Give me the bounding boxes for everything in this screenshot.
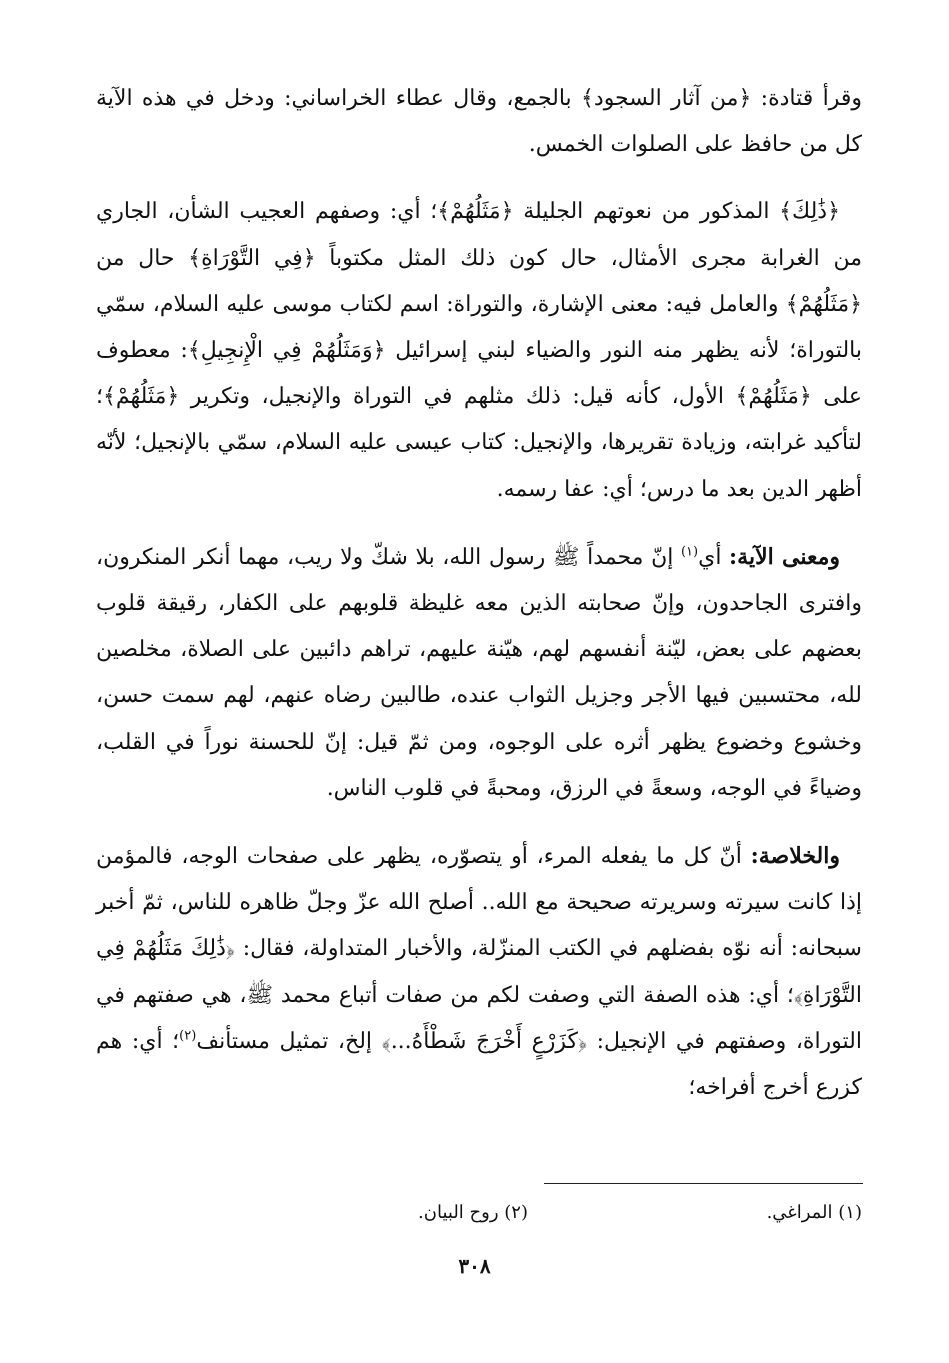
footnote-separator xyxy=(544,1183,863,1184)
main-text xyxy=(96,76,862,1132)
footnote-1-number: (١) xyxy=(838,1202,862,1223)
paragraph-2 xyxy=(96,189,862,512)
paragraph-1-text: وقرأ قتادة: ﴿من آثار السجود﴾ بالجمع، وقال عطاء الخراساني: ودخل في هذه الآية كل من حافظ على الصلوات الخمس. xyxy=(96,86,862,158)
paragraph-4 xyxy=(96,833,862,1111)
footnote-ref-1: (١) xyxy=(680,544,699,560)
footnote-2 xyxy=(418,1198,528,1228)
footnote-2-number: (٢) xyxy=(504,1202,528,1223)
paragraph-3-text: إنّ محمداً ﷺ رسول الله، بلا شكّ ولا ريب، مهما أنكر المنكرون، وافترى الجاحدون، وإنّ صحابته الذين معه غليظة قلوبهم على الكفار، رقيقة قلوب بعضهم على بعض، ليّنة أنفسهم لهم، هيّنة عليهم، تراهم دائبين على الصلاة، مخلصين لله، محتسبين فيها الأجر وجزيل الثواب عنده، طالبين رضاه عنهم، لهم سمت حسن، وخشوع وخضوع يظهر أثره على الوجوه، ومن ثمّ قيل: إنّ للحسنة نوراً في القلب، وضياءً في الوجه، وسعةً في الرزق، ومحبةً في قلوب الناس. xyxy=(96,544,862,801)
footnote-1 xyxy=(767,1198,862,1228)
paragraph-4-text: ؛ أي: هم كزرع أخرج أفراخه؛ xyxy=(96,1028,862,1101)
footnote-ref-2: (٢) xyxy=(179,1028,197,1044)
page-number: ٣٠٨ xyxy=(458,1254,491,1278)
paragraph-3 xyxy=(96,534,862,812)
paragraph-3-heading: ومعنى الآية: xyxy=(729,543,841,570)
paragraph-3-text-start: أي xyxy=(698,544,730,570)
paragraph-4-heading: والخلاصة: xyxy=(750,843,840,870)
footnote-2-text: روح البيان. xyxy=(418,1202,499,1223)
paragraph-1 xyxy=(96,76,862,168)
paragraph-4-text-start: أنّ كل ما يفعله المرء، أو يتصوّره، يظهر على صفحات الوجه، فالمؤمن إذا كانت سيرته وسريرته صحيحة مع الله.. أصلح الله عزّ وجلّ ظاهره للناس، ثمّ أخبر سبحانه: أنه نوّه بفضلهم في الكتب المنزّلة، والأخبار المتداولة، فقال: ﴿ذَٰلِكَ مَثَلُهُمْ فِي التَّوْرَاةِ﴾؛ أي: هذه الصفة التي وصفت لكم من صفات أتباع محمد ﷺ، هي صفتهم في التوراة، وصفتهم في الإنجيل: ﴿كَزَرْعٍ أَخْرَجَ شَطْأَهُ...﴾ إلخ، تمثيل مستأنف xyxy=(96,844,862,1054)
footnote-1-text: المراغي. xyxy=(766,1202,833,1223)
paragraph-2-text: ﴿ذَٰلِكَ﴾ المذكور من نعوتهم الجليلة ﴿مَثَلُهُمْ﴾؛ أي: وصفهم العجيب الشأن، الجاري من الغرابة مجرى الأمثال، حال كون ذلك المثل مكتوباً ﴿فِي التَّوْرَاةِ﴾ حال من ﴿مَثَلُهُمْ﴾ والعامل فيه: معنى الإشارة، والتوراة: اسم لكتاب موسى عليه السلام، سمّي بالتوراة؛ لأنه يظهر منه النور والضياء لبني إسرائيل ﴿وَمَثَلُهُمْ فِي الْإِنجِيلِ﴾: معطوف على ﴿مَثَلُهُمْ﴾ الأول، كأنه قيل: ذلك مثلهم في التوراة والإنجيل، وتكرير ﴿مَثَلُهُمْ﴾؛ لتأكيد غرابته، وزيادة تقريرها، والإنجيل: كتاب عيسى عليه السلام، سمّي بالإنجيل؛ لأنّه أظهر الدين بعد ما درس؛ أي: عفا رسمه. xyxy=(96,199,862,502)
footnotes xyxy=(96,1198,862,1228)
